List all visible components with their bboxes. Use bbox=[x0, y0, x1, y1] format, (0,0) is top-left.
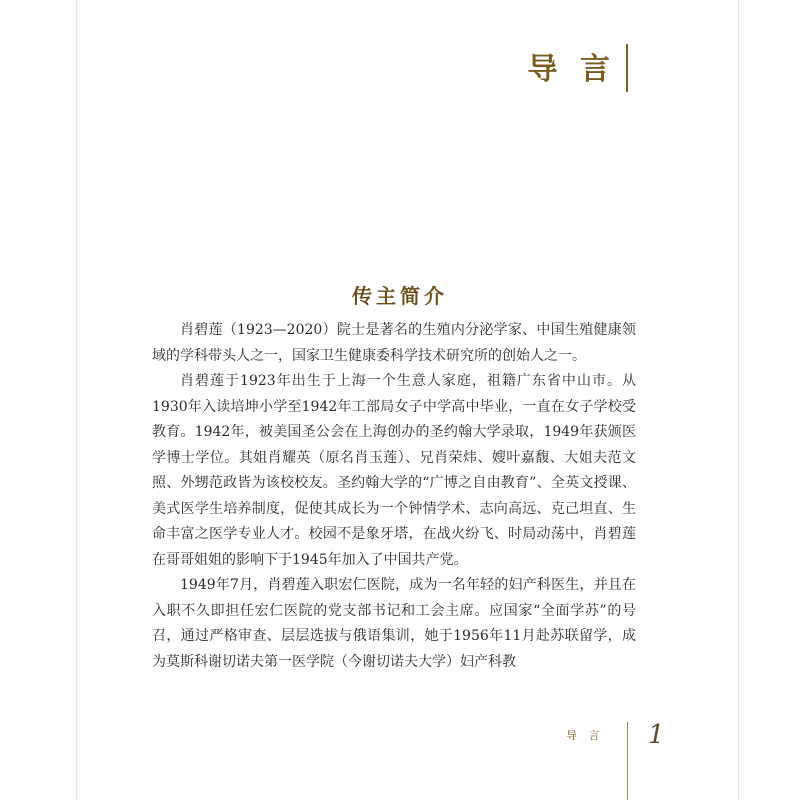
chapter-title-rule bbox=[626, 44, 628, 92]
section-title: 传主简介 bbox=[352, 284, 448, 308]
paragraph-3: 1949年7月，肖碧莲入职宏仁医院，成为一名年轻的妇产科医生，并且在入职不久即担任宏仁医院的党支部书记和工会主席。应国家“全面学苏”的号召，通过严格审查、层层选拔与俄语集训，她于1956年11月赴苏联留学，成为莫斯科谢切诺夫第一医学院（今谢切诺夫大学）妇产科教 bbox=[152, 577, 636, 670]
chapter-title: 导 言 bbox=[527, 52, 616, 87]
page-edge-right bbox=[738, 0, 739, 800]
paragraph-1: 肖碧莲（1923—2020）院士是著名的生殖内分泌学家、中国生殖健康领域的学科带头人之一，国家卫生健康委科学技术研究所的创始人之一。 bbox=[152, 322, 636, 364]
running-head: 导 言 bbox=[566, 729, 604, 742]
body-text bbox=[152, 318, 636, 675]
page-edge-left bbox=[76, 0, 77, 800]
page-number: 1 bbox=[648, 720, 665, 750]
paragraph-2: 肖碧莲于1923年出生于上海一个生意人家庭，祖籍广东省中山市。从1930年入读培坤小学至1942年工部局女子中学高中毕业，一直在女子学校受教育。1942年，被美国圣公会在上海创办的圣约翰大学录取，1949年获颁医学博士学位。其姐肖耀英（原名肖玉莲）、兄肖荣炜、嫂叶嘉馥、大姐夫范文照、外甥范政皆为该校校友。圣约翰大学的“广博之自由教育”、全英文授课、美式医学生培养制度，促使其成长为一个钟情学术、志向高远、克己坦直、生命丰富之医学专业人才。校园不是象牙塔，在战火纷飞、时局动荡中，肖碧莲在哥哥姐姐的影响下于1945年加入了中国共产党。 bbox=[152, 373, 636, 568]
footer-rule bbox=[627, 722, 628, 800]
